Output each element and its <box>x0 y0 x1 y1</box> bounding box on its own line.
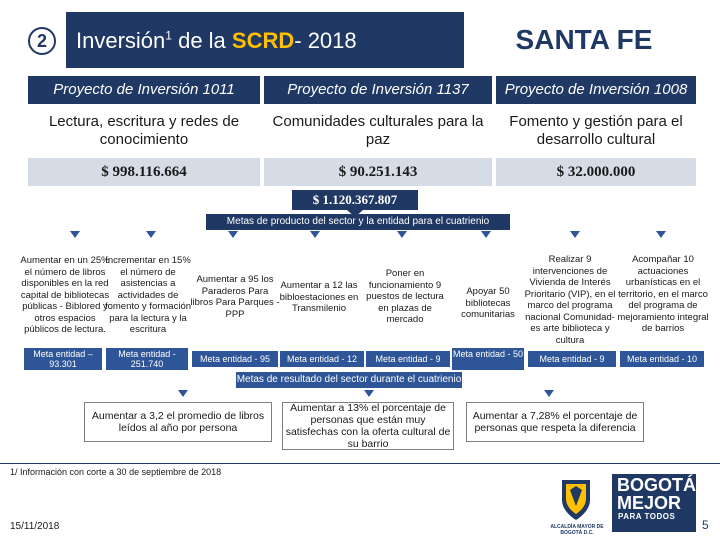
product-goal: Acompañar 10 actuaciones urbanísticas en el territorio, en el marco del programa de mejoramiento integral de barrios <box>617 254 709 334</box>
logo-line-3: PARA TODOS <box>618 512 676 521</box>
footnote: 1/ Información con corte a 30 de septiembre de 2018 <box>10 467 222 477</box>
goal-target: Meta entidad - 251.740 <box>106 348 188 370</box>
product-goal: Poner en funcionamiento 9 puestos de lectura en plazas de mercado <box>366 268 444 325</box>
result-goal: Aumentar a 3,2 el promedio de libros leídos al año por persona <box>84 402 272 442</box>
down-arrow-icon <box>397 231 407 238</box>
bogota-logo <box>612 474 696 532</box>
result-goal: Aumentar a 7,28% el porcentaje de personas que respeta la diferencia <box>466 402 644 442</box>
result-goal: Aumentar a 13% el porcentaje de personas que están muy satisfechas con la oferta cultural de su barrio <box>282 402 454 450</box>
goal-target: Meta entidad - 12 <box>280 351 364 367</box>
footer-divider <box>0 463 720 464</box>
project-description: Comunidades culturales para la paz <box>272 113 484 148</box>
goal-target: Meta entidad - 10 <box>620 351 704 367</box>
down-arrow-icon <box>481 231 491 238</box>
project-amount: $ 90.251.143 <box>264 158 492 186</box>
product-goal: Aumentar en un 25% el número de libros disponibles en la red capital de bibliotecas públicas - Biblored y otros espacios públicos de lectura. <box>20 255 110 335</box>
section-number-badge: 2 <box>28 27 56 55</box>
crest-caption: ALCALDÍA MAYOR DE BOGOTÁ D.C. <box>550 524 604 536</box>
product-goal: Aumentar a 12 las bibloestaciones en Transmilenio <box>279 280 359 314</box>
product-goal: Aumentar a 95 los Paraderos Para libros Para Parques - PPP <box>190 274 280 320</box>
project-name: Proyecto de Inversión 1011 <box>28 76 260 104</box>
page-title: Inversión$^1$ de la SCRD- 2018 <box>76 28 357 53</box>
goal-target: Meta entidad - 9 <box>528 351 616 367</box>
goal-target: Meta entidad – 93.301 <box>24 348 102 370</box>
down-arrow-icon <box>70 231 80 238</box>
product-goals-title: Metas de producto del sector y la entidad para el cuatrienio <box>206 214 510 230</box>
down-arrow-icon <box>570 231 580 238</box>
project-description: Lectura, escritura y redes de conocimiento <box>48 113 240 148</box>
project-amount: $ 32.000.000 <box>496 158 696 186</box>
goal-target: Meta entidad - 50 <box>452 348 524 370</box>
project-name: Proyecto de Inversión 1008 <box>496 76 696 104</box>
total-investment: $ 1.120.367.807 <box>292 190 418 210</box>
product-goal: Apoyar 50 bibliotecas comunitarias <box>461 286 515 320</box>
down-arrow-icon <box>228 231 238 238</box>
product-goal: Incrementar en 15% el número de asistencias a actividades de fomento y formación para la lectura y la escritura <box>104 255 192 335</box>
down-arrow-icon <box>544 390 554 397</box>
page-number: 5 <box>702 518 709 532</box>
logo-line-1: BOGOTÁ <box>617 475 696 495</box>
down-arrow-icon <box>364 390 374 397</box>
goal-target: Meta entidad - 95 <box>192 351 278 367</box>
product-goal: Realizar 9 intervenciones de Vivienda de Interés Prioritario (VIP), en el marco del programa nacional Comunidad-es arte biblioteca y cultura <box>524 254 616 346</box>
down-arrow-icon <box>146 231 156 238</box>
project-amount: $ 998.116.664 <box>28 158 260 186</box>
project-name: Proyecto de Inversión 1137 <box>264 76 492 104</box>
report-date: 15/11/2018 <box>10 521 60 532</box>
down-arrow-icon <box>656 231 666 238</box>
goal-target: Meta entidad - 9 <box>366 351 450 367</box>
down-arrow-icon <box>178 390 188 397</box>
logo-line-2: MEJOR <box>617 493 682 513</box>
down-arrow-icon <box>310 231 320 238</box>
project-description: Fomento y gestión para el desarrollo cultural <box>509 113 683 148</box>
result-goals-title: Metas de resultado del sector durante el cuatrienio <box>236 372 462 388</box>
locality-name: SANTA FE <box>515 24 653 55</box>
